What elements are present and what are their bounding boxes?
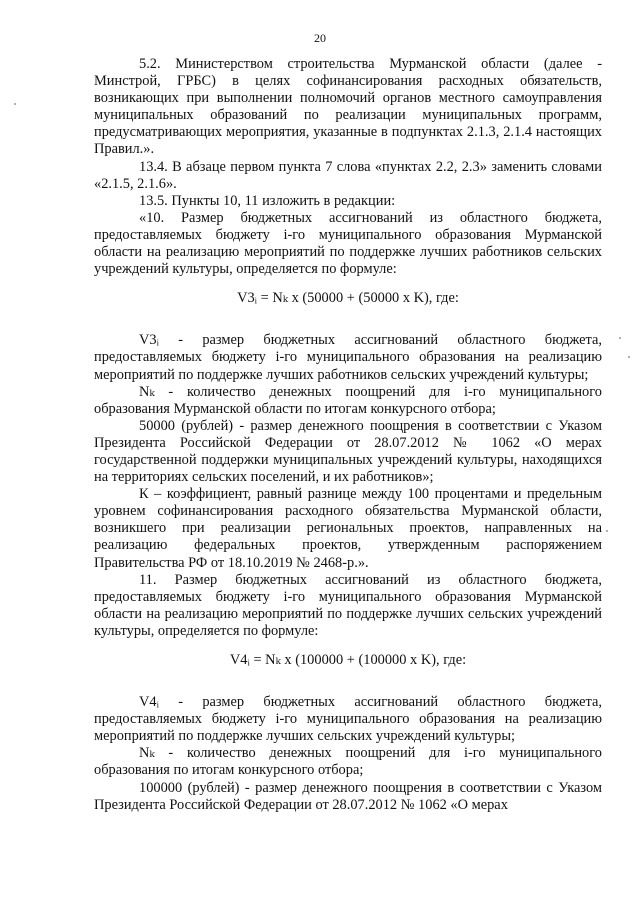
definition-nk-2: Nₖ - количество денежных поощрений для i-го муниципального образования по итогам конкурсного отбора; <box>94 745 602 779</box>
scan-speck <box>14 103 16 105</box>
page-number: 20 <box>314 31 326 45</box>
formula-v4: V4ᵢ = Nₖ x (100000 + (100000 x K), где: <box>229 652 467 668</box>
paragraph-11: 11. Размер бюджетных ассигнований из областного бюджета, предоставляемых бюджету i-го муниципального образования Мурманской области на реализацию мероприятий по поддержке лучших сельских учреждений культуры, определяется по формуле: <box>94 571 602 639</box>
scan-speck <box>628 356 630 358</box>
formula-v3: V3ᵢ = Nₖ x (50000 + (50000 x K), где: <box>237 290 459 307</box>
definition-50000: 50000 (рублей) - размер денежного поощрения в соответствии с Указом Президента Российской Федерации от 28.07.2012 № 1062 «О мерах государственной поддержки муниципальных учреждений культуры, находящихся на территориях сельских поселений, и их работников»; <box>94 417 602 486</box>
definition-nk-1: Nₖ - количество денежных поощрений для i-го муниципального образования Мурманской области по итогам конкурсного отбора; <box>94 383 602 417</box>
scan-speck <box>619 337 621 339</box>
document-body <box>94 56 602 814</box>
scan-speck <box>606 530 608 532</box>
paragraph-13-5: 13.5. Пункты 10, 11 изложить в редакции: <box>139 192 396 209</box>
definition-v3: V3ᵢ - размер бюджетных ассигнований областного бюджета, предоставляемых бюджету i-го муниципального образования на реализацию мероприятий по поддержке лучших работников сельских учреждений культуры; <box>94 332 602 383</box>
definition-v4: V4ᵢ - размер бюджетных ассигнований областного бюджета, предоставляемых бюджету i-го муниципального образования на реализацию мероприятий по поддержке лучших сельских учреждений культуры; <box>94 694 602 745</box>
definition-k: К – коэффициент, равный разнице между 100 процентами и предельным уровнем софинансирования расходного обязательства Мурманской области, возникшего при реализации региональных проектов, направленных на реализацию федеральных проектов, утвержденным распоряжением Правительства РФ от 18.10.2019 № 2468-р.». <box>94 486 602 571</box>
paragraph-13-4: 13.4. В абзаце первом пункта 7 слова «пунктах 2.2, 2.3» заменить словами «2.1.5, 2.1.6». <box>94 158 602 192</box>
paragraph-5-2: 5.2. Министерством строительства Мурманской области (далее - Минстрой, ГРБС) в целях софинансирования расходных обязательств, возникающих при выполнении полномочий органов местного самоуправления муниципальных образований по реализации муниципальных программ, предусматривающих мероприятия, указанные в подпунктах 2.1.3, 2.1.4 настоящих Правил.». <box>94 56 602 158</box>
definition-100000: 100000 (рублей) - размер денежного поощрения в соответствии с Указом Президента Российской Федерации от 28.07.2012 № 1062 «О мерах <box>94 779 602 813</box>
paragraph-10: «10. Размер бюджетных ассигнований из областного бюджета, предоставляемых бюджету i-го муниципального образования Мурманской области на реализацию мероприятий по поддержке лучших работников сельских учреждений культуры, определяется по формуле: <box>94 209 602 278</box>
